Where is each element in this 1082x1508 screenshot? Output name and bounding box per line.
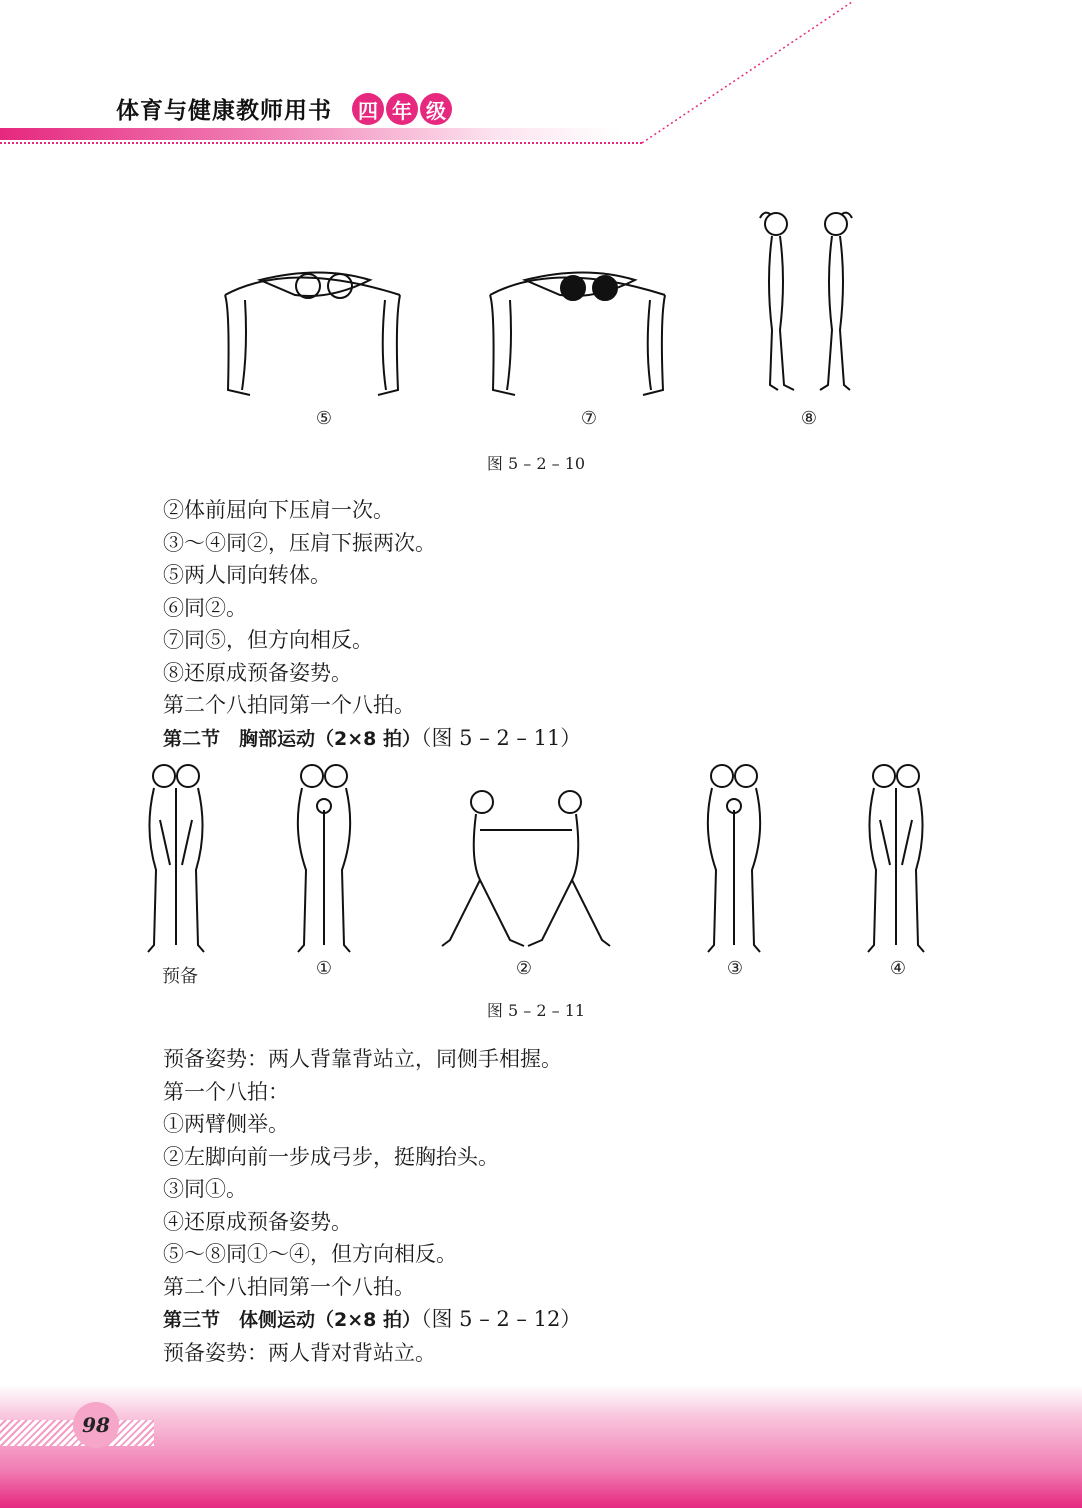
text-line: ④还原成预备姿势。 [163, 1209, 352, 1234]
figure-label-7: ⑦ [580, 408, 598, 429]
text-line: 第二个八拍同第一个八拍。 [163, 693, 415, 717]
figure-label-ready: 预备 [162, 966, 198, 987]
grade-char-1: 四 [352, 93, 384, 125]
book-title: 体育与健康教师用书 [116, 98, 332, 124]
section-3-heading-line [163, 1303, 581, 1337]
figure-label-4: ④ [889, 958, 907, 979]
text-line: ⑧还原成预备姿势。 [163, 660, 352, 685]
text-line: ⑦同⑤，但方向相反。 [163, 628, 373, 652]
figure-pose-7 [490, 273, 665, 396]
grade-char-2: 年 [386, 93, 418, 125]
text-line: ②左脚向前一步成弓步，挺胸抬头。 [163, 1144, 499, 1169]
figure-caption-5-2-10: 图 5 – 2 – 10 [486, 454, 586, 473]
page-number: 98 [73, 1402, 119, 1448]
header-accent-bar [0, 128, 620, 140]
grade-char-3: 级 [420, 93, 452, 125]
figure-pose-3 [708, 765, 760, 952]
text-line: ①两臂侧举。 [163, 1112, 289, 1136]
grade-badge [352, 93, 452, 125]
text-line: ②体前屈向下压肩一次。 [163, 498, 394, 522]
figure-label-8: ⑧ [800, 408, 818, 429]
instructions-part-2 [163, 1043, 581, 1369]
figure-5-2-11 [130, 760, 960, 960]
text-line: ③～④同②，压肩下振两次。 [163, 530, 436, 555]
figure-label-5: ⑤ [315, 408, 333, 429]
text-line: 预备姿势：两人背对背站立。 [163, 1340, 436, 1365]
text-line: ③同①。 [163, 1177, 247, 1201]
section-2-heading-line [163, 722, 581, 756]
figure-label-2: ② [515, 958, 533, 979]
figure-label-3: ③ [726, 958, 744, 979]
text-line: ⑤两人同向转体。 [163, 563, 331, 587]
figure-pose-8 [760, 213, 852, 390]
figure-pose-4 [868, 765, 924, 952]
section-2-heading: 第二节 胸部运动（2×8 拍） [163, 727, 421, 750]
text-line: 第二个八拍同第一个八拍。 [163, 1274, 415, 1299]
figure-pose-2 [442, 791, 610, 946]
text-line: 预备姿势：两人背靠背站立，同侧手相握。 [163, 1047, 562, 1071]
header-dotted-line [0, 142, 642, 144]
instructions-part-1 [163, 494, 581, 755]
section-3-heading: 第三节 体侧运动（2×8 拍） [163, 1309, 421, 1331]
text-line: 第一个八拍： [163, 1079, 289, 1104]
section-2-figure-ref: （图 5 – 2 – 11） [420, 725, 582, 750]
section-3-figure-ref: （图 5 – 2 – 12） [420, 1307, 582, 1331]
figure-pose-1 [298, 765, 350, 952]
text-line: ⑤～⑧同①～④，但方向相反。 [163, 1242, 457, 1266]
figure-pose-ready [148, 765, 204, 952]
header-diagonal-line [640, 0, 860, 145]
figure-pose-5 [225, 273, 400, 396]
footer-band [0, 1385, 1082, 1508]
figure-5-2-10 [200, 200, 880, 410]
figure-caption-5-2-11: 图 5 – 2 – 11 [486, 1001, 586, 1020]
figure-label-1: ① [315, 958, 333, 979]
text-line: ⑥同②。 [163, 595, 247, 620]
